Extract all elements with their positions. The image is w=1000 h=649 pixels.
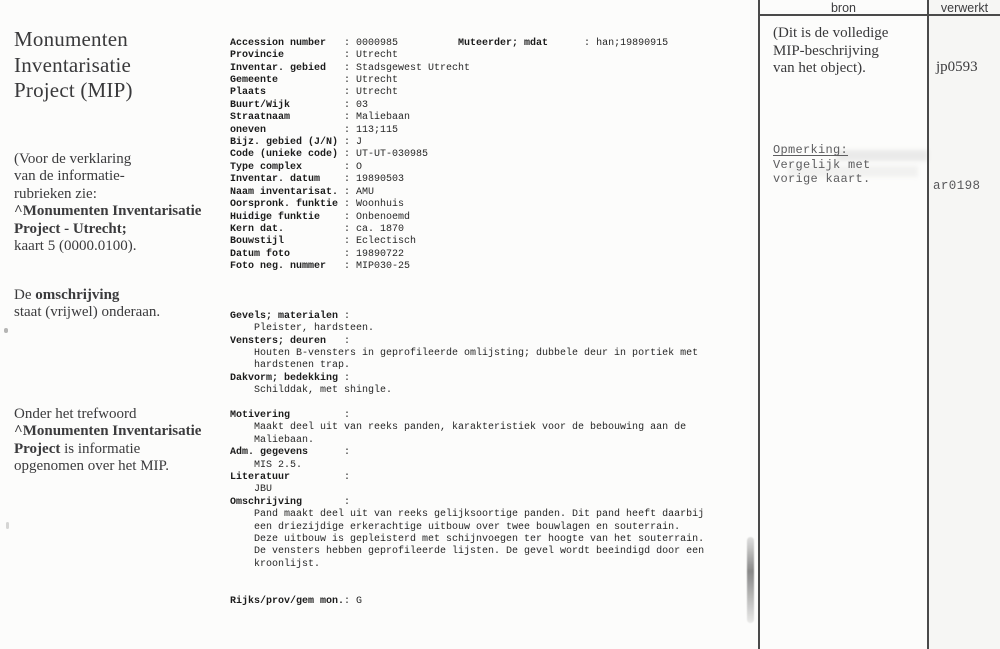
text-line: van het object). xyxy=(773,60,866,77)
record-field-row: Buurt/Wijk : 03 xyxy=(230,99,369,111)
field-label: Bijz. gebied (J/N) xyxy=(230,137,339,149)
opmerking-block xyxy=(773,143,871,187)
record-section-text: Deze uitbouw is gepleisterd met schijnvoegen ter hoogte van het souterrain. xyxy=(254,534,705,546)
field-label: Naam inventarisat. xyxy=(230,186,339,198)
text-line: Vergelijk met xyxy=(773,157,871,172)
record-section-text: De vensters hebben geprofileerde lijsten. De gevel wordt beeindigd door een xyxy=(254,546,705,558)
text-line xyxy=(14,151,246,168)
text-segment: van de informatie- xyxy=(14,168,125,185)
verwerkt-column-shade xyxy=(929,0,1000,649)
field-value: Maliebaan xyxy=(356,112,411,124)
field-label: Adm. gegevens xyxy=(230,447,309,459)
field-value: Stadsgewest Utrecht xyxy=(356,62,471,74)
field-label: Oorspronk. funktie xyxy=(230,199,339,211)
field-value: J xyxy=(356,137,363,149)
muteerder-field: Muteerder; mdat : han;19890915 xyxy=(458,37,669,49)
field-label: Vensters; deuren xyxy=(230,335,327,347)
note-trefwoord xyxy=(14,406,246,476)
record-header-fields xyxy=(230,38,704,274)
text-line xyxy=(14,221,246,238)
record-section-label: Omschrijving : xyxy=(230,496,357,508)
field-value: Utrecht xyxy=(356,50,399,62)
record-section-text: MIS 2.5. xyxy=(254,459,303,471)
note-omschrijving xyxy=(14,287,246,322)
note-verklaring xyxy=(14,151,246,255)
record-section-text: Maliebaan. xyxy=(254,434,315,446)
record-field-row: Datum foto : 19890722 xyxy=(230,248,405,260)
record-field-row: Type complex : O xyxy=(230,161,363,173)
text-segment: omschrijving xyxy=(35,287,120,303)
field-label: Dakvorm; bedekking xyxy=(230,372,339,384)
record-field-row: Rijks/prov/gem mon.: G xyxy=(230,596,363,608)
field-value: Onbenoemd xyxy=(356,211,411,223)
verwerkt-column-left-border xyxy=(927,0,929,649)
text-segment: Project - Utrecht; xyxy=(14,220,127,237)
verwerkt-column-header: verwerkt xyxy=(940,1,989,15)
record-section-text: Schilddak, met shingle. xyxy=(254,385,393,397)
record-section-text: Maakt deel uit van reeks panden, karakteristiek voor de bebouwing aan de xyxy=(254,422,687,434)
record-sections xyxy=(230,311,704,572)
text-line xyxy=(14,186,246,203)
scan-speck xyxy=(4,328,8,333)
text-segment: rubrieken zie: xyxy=(14,185,97,202)
field-value: 0000985 xyxy=(356,37,399,49)
record-field-row: Gemeente : Utrecht xyxy=(230,75,399,87)
field-label: Gemeente xyxy=(230,75,279,87)
text-line: MIP-beschrijving xyxy=(773,42,879,59)
field-value: 03 xyxy=(356,99,369,111)
text-segment: Project xyxy=(14,440,61,457)
record-field-row: Naam inventarisat. : AMU xyxy=(230,186,375,198)
field-label: Provincie xyxy=(230,50,285,62)
field-label: Literatuur xyxy=(230,472,291,483)
verwerkt-code-top: jp0593 xyxy=(936,59,978,75)
record-section-text: Pand maakt deel uit van reeks gelijksoortige panden. Dit pand heeft daarbij xyxy=(254,509,705,521)
text-line xyxy=(14,287,246,304)
field-value: 19890722 xyxy=(356,248,405,260)
field-label: Rijks/prov/gem mon. xyxy=(230,596,345,608)
text-line xyxy=(14,168,246,185)
record-field-row: Bijz. gebied (J/N) : J xyxy=(230,137,363,149)
text-segment: staat (vrijwel) onderaan. xyxy=(14,304,161,321)
record-field-row: Foto neg. nummer : MIP030-25 xyxy=(230,261,411,273)
record-section-label: Motivering : xyxy=(230,409,357,421)
text-line xyxy=(14,441,246,458)
record-section-label: Dakvorm; bedekking : xyxy=(230,372,357,384)
field-label: Kern dat. xyxy=(230,223,285,235)
page-title xyxy=(14,27,234,104)
field-label: oneven xyxy=(230,124,267,136)
record-field-row: oneven : 113;115 xyxy=(230,124,399,136)
text-line xyxy=(14,203,246,220)
field-value: ca. 1870 xyxy=(356,223,405,235)
field-value: Utrecht xyxy=(356,75,399,87)
record-field-row: Accession number : 0000985 Muteerder; mdat : han;19890915 xyxy=(230,37,669,49)
field-label: Accession number xyxy=(230,37,327,49)
text-segment: ^Monumenten Inventarisatie xyxy=(14,423,202,440)
text-segment: Onder het trefwoord xyxy=(14,406,137,422)
field-label: Datum foto xyxy=(230,248,291,260)
record-field-row: Oorspronk. funktie : Woonhuis xyxy=(230,199,405,211)
text-line: vorige kaart. xyxy=(773,172,871,187)
text-segment: (Voor de verklaring xyxy=(14,151,132,167)
text-segment: De xyxy=(14,287,36,303)
field-label: Plaats xyxy=(230,87,267,99)
text-line xyxy=(14,423,246,440)
record-field-row: Plaats : Utrecht xyxy=(230,87,399,99)
field-label: Bouwstijl xyxy=(230,236,285,248)
field-label: Straatnaam xyxy=(230,112,291,124)
text-line xyxy=(14,304,246,321)
field-label: Omschrijving xyxy=(230,496,303,508)
field-value: Utrecht xyxy=(356,87,399,99)
text-line xyxy=(14,458,246,475)
opmerking-title: Opmerking: xyxy=(773,143,849,157)
field-label: Code (unieke code) xyxy=(230,149,339,161)
field-value: Woonhuis xyxy=(356,199,405,211)
field-label: Huidige funktie xyxy=(230,211,321,223)
scan-speck xyxy=(6,522,9,529)
text-line: Inventarisatie xyxy=(14,52,132,77)
record-section-text: een driezijdige erkerachtige uitbouw over twee bouwlagen en souterrain. xyxy=(254,521,681,533)
field-label: Gevels; materialen xyxy=(230,310,339,322)
record-field-row: Provincie : Utrecht xyxy=(230,50,399,62)
record-field-row: Inventar. gebied : Stadsgewest Utrecht xyxy=(230,62,471,74)
muteerder-label: Muteerder; mdat xyxy=(458,37,549,49)
text-line: Project (MIP) xyxy=(14,78,133,102)
field-value: G xyxy=(356,596,363,608)
field-label: Motivering xyxy=(230,409,291,421)
text-line xyxy=(14,406,246,423)
record-field-row: Huidige funktie : Onbenoemd xyxy=(230,211,411,223)
text-line: Monumenten xyxy=(14,27,128,51)
field-value: O xyxy=(356,161,363,173)
text-line: (Dit is de volledige xyxy=(773,25,889,41)
record-field-row: Inventar. datum : 19890503 xyxy=(230,174,405,186)
record-section-text: kroonlijst. xyxy=(254,558,321,570)
field-value: AMU xyxy=(356,186,375,198)
text-segment: is informatie xyxy=(60,440,141,457)
record-section-text: JBU xyxy=(254,484,273,496)
field-label: Buurt/Wijk xyxy=(230,99,291,111)
field-label: Foto neg. nummer xyxy=(230,261,327,273)
mip-record xyxy=(230,13,704,633)
bron-note xyxy=(773,25,888,78)
record-section-label: Gevels; materialen : xyxy=(230,310,357,322)
record-section-text: hardstenen trap. xyxy=(254,360,351,372)
record-section-label: Adm. gegevens : xyxy=(230,447,357,459)
record-section-label: Literatuur : xyxy=(230,472,357,483)
text-segment: opgenomen over het MIP. xyxy=(14,458,169,475)
scan-streak-artifact xyxy=(747,537,754,623)
muteerder-value: han;19890915 xyxy=(596,37,669,49)
field-value: MIP030-25 xyxy=(356,261,411,273)
record-section-label: Vensters; deuren : xyxy=(230,335,357,347)
bron-column-left-border xyxy=(758,0,760,649)
opmerking-body xyxy=(773,158,871,187)
record-field-row: Code (unieke code) : UT-UT-030985 xyxy=(230,149,429,161)
text-segment: kaart 5 (0000.0100). xyxy=(14,238,137,255)
record-section-text: Houten B-vensters in geprofileerde omlijsting; dubbele deur in portiek met xyxy=(254,347,699,359)
field-label: Type complex xyxy=(230,161,303,173)
field-value: 19890503 xyxy=(356,174,405,186)
field-label: Inventar. gebied xyxy=(230,62,327,74)
record-field-row: Kern dat. : ca. 1870 xyxy=(230,223,405,235)
field-label: Inventar. datum xyxy=(230,174,321,186)
verwerkt-code-bottom: ar0198 xyxy=(933,179,981,193)
field-value: 113;115 xyxy=(356,124,399,136)
record-field-row: Straatnaam : Maliebaan xyxy=(230,112,411,124)
bron-column-header: bron xyxy=(830,1,857,15)
field-value: Eclectisch xyxy=(356,236,417,248)
record-section-text: Pleister, hardsteen. xyxy=(254,323,375,335)
record-field-row: Bouwstijl : Eclectisch xyxy=(230,236,417,248)
text-segment: ^Monumenten Inventarisatie xyxy=(14,203,202,220)
text-line xyxy=(14,238,246,255)
record-monument-status xyxy=(230,596,704,608)
field-value: UT-UT-030985 xyxy=(356,149,429,161)
